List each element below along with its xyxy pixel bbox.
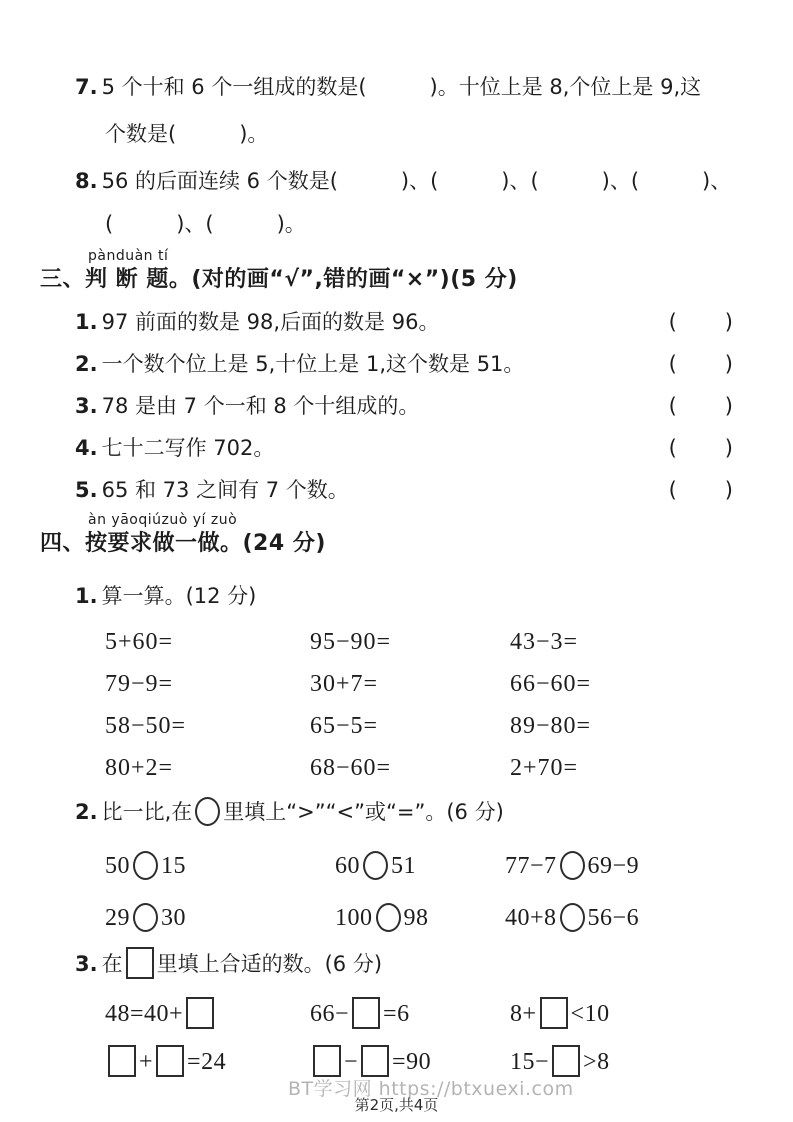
judgment-number: 3. <box>75 394 98 418</box>
section-3-pinyin: pànduàn tí <box>88 248 169 264</box>
section-4-heading: 四、按要求做一做。(24 分) <box>40 531 326 556</box>
math-text: 66− <box>310 1001 350 1027</box>
judgment-item <box>75 475 735 505</box>
judgment-item <box>75 433 735 463</box>
math-text: 29 <box>105 904 130 931</box>
math-text: − <box>344 1049 359 1075</box>
question-7-line-1 <box>75 72 793 102</box>
sub2-title <box>75 795 793 829</box>
math-problem: 68−60= <box>310 754 392 781</box>
math-text: =24 <box>187 1049 227 1075</box>
compare-grid <box>105 839 793 943</box>
math-text: 里填上合适的数。(6 分) <box>156 952 383 976</box>
math-text: 40+8 <box>505 904 557 931</box>
judgment-statement: 97 前面的数是 98,后面的数是 96。 <box>101 310 440 334</box>
math-text: 15− <box>510 1049 550 1075</box>
question-7-text: 5 个十和 6 个一组成的数是( )。十位上是 8,个位上是 9,这 <box>101 75 702 99</box>
math-problem: 2+70= <box>510 754 579 781</box>
question-8-line-2: ( )、( )。 <box>105 212 306 236</box>
question-8-line-1 <box>75 166 793 196</box>
answer-box <box>540 997 568 1029</box>
judgment-number: 4. <box>75 436 98 460</box>
fill-grid <box>105 989 793 1085</box>
math-text: =90 <box>392 1049 432 1075</box>
sub1-title-text: 算一算。(12 分) <box>101 584 257 608</box>
math-text: 30 <box>161 904 186 931</box>
sub3-number: 3. <box>75 952 98 976</box>
comparison-problem <box>105 903 335 932</box>
math-problem: 66−60= <box>510 670 592 697</box>
math-text: <10 <box>570 1001 610 1027</box>
answer-parens: ( ) <box>668 352 735 376</box>
section-4-pinyin: àn yāoqiúzuò yí zuò <box>88 512 238 528</box>
sub2-title-text <box>102 800 504 824</box>
compare-circle <box>363 851 388 880</box>
math-problem: 79−9= <box>105 670 174 697</box>
math-text: 56−6 <box>587 904 640 931</box>
comparison-problem <box>505 851 793 880</box>
judgment-number: 1. <box>75 310 98 334</box>
judgment-item <box>75 391 735 421</box>
math-text: 里填上“>”“<”或“=”。(6 分) <box>223 800 504 824</box>
math-problem: 80+2= <box>105 754 174 781</box>
compare-circle <box>560 851 585 880</box>
fill-problem <box>310 997 510 1029</box>
section-3-heading: 三、判 断 题。(对的画“√”,错的画“×”)(5 分) <box>40 267 518 292</box>
fill-problem <box>310 1045 510 1077</box>
sub3-title-text <box>102 952 382 976</box>
comparison-problem <box>335 903 505 932</box>
judgment-text <box>75 391 419 421</box>
math-problem: 58−50= <box>105 712 187 739</box>
compare-circle <box>195 797 220 826</box>
math-text: 比一比,在 <box>101 800 193 824</box>
sub3-title <box>75 947 793 981</box>
question-7-number: 7. <box>75 75 98 99</box>
fill-problem <box>510 997 793 1029</box>
answer-parens: ( ) <box>668 478 735 502</box>
math-text: 51 <box>391 852 416 879</box>
math-text: >8 <box>583 1049 610 1075</box>
question-8-text: 56 的后面连续 6 个数是( )、( )、( )、( )、 <box>101 169 732 193</box>
judgment-statement: 78 是由 7 个一和 8 个十组成的。 <box>101 394 420 418</box>
compare-circle <box>133 903 158 932</box>
math-text: 69−9 <box>587 852 640 879</box>
math-text: =6 <box>383 1001 410 1027</box>
judgment-item <box>75 349 735 379</box>
judgment-text <box>75 349 524 379</box>
sub1-number: 1. <box>75 584 98 608</box>
fill-problem <box>105 997 310 1029</box>
page-number: 第2页,共4页 <box>354 1096 439 1114</box>
judgment-item <box>75 307 735 337</box>
math-problem: 65−5= <box>310 712 379 739</box>
judgment-statement: 七十二写作 702。 <box>101 436 275 460</box>
math-text: 77−7 <box>505 852 557 879</box>
answer-box <box>126 947 154 979</box>
judgment-statement: 65 和 73 之间有 7 个数。 <box>101 478 349 502</box>
answer-box <box>186 997 214 1029</box>
fill-problem <box>105 1045 310 1077</box>
answer-box <box>552 1045 580 1077</box>
math-text: 8+ <box>510 1001 537 1027</box>
math-text: 60 <box>335 852 360 879</box>
math-text: + <box>139 1049 154 1075</box>
judgment-text <box>75 307 439 337</box>
math-problem: 43−3= <box>510 628 579 655</box>
judgment-list <box>0 307 793 505</box>
calc-grid <box>105 621 793 789</box>
math-text: 98 <box>403 904 429 931</box>
answer-box <box>108 1045 136 1077</box>
math-text: 15 <box>161 852 186 879</box>
math-text: 48=40+ <box>105 1001 184 1027</box>
math-problem: 30+7= <box>310 670 379 697</box>
compare-circle <box>560 903 585 932</box>
math-text: 100 <box>335 904 373 931</box>
fill-problem <box>510 1045 793 1077</box>
sub2-number: 2. <box>75 800 98 824</box>
math-text: 50 <box>105 852 130 879</box>
judgment-statement: 一个数个位上是 5,十位上是 1,这个数是 51。 <box>101 352 525 376</box>
math-problem: 5+60= <box>105 628 174 655</box>
answer-parens: ( ) <box>668 394 735 418</box>
answer-box <box>313 1045 341 1077</box>
judgment-text <box>75 433 274 463</box>
watermark: BT学习网 https://btxuexi.com <box>288 1078 574 1100</box>
answer-box <box>361 1045 389 1077</box>
compare-circle <box>376 903 401 932</box>
judgment-number: 5. <box>75 478 98 502</box>
comparison-problem <box>105 851 335 880</box>
judgment-text <box>75 475 349 505</box>
judgment-number: 2. <box>75 352 98 376</box>
math-problem: 89−80= <box>510 712 592 739</box>
math-problem: 95−90= <box>310 628 392 655</box>
question-8-number: 8. <box>75 169 98 193</box>
answer-box <box>156 1045 184 1077</box>
sub1-title <box>75 579 793 613</box>
math-text: 在 <box>101 952 123 976</box>
answer-parens: ( ) <box>668 436 735 460</box>
question-7-line-2: 个数是( )。 <box>105 122 269 146</box>
compare-circle <box>133 851 158 880</box>
comparison-problem <box>335 851 505 880</box>
answer-parens: ( ) <box>668 310 735 334</box>
comparison-problem <box>505 903 793 932</box>
answer-box <box>352 997 380 1029</box>
